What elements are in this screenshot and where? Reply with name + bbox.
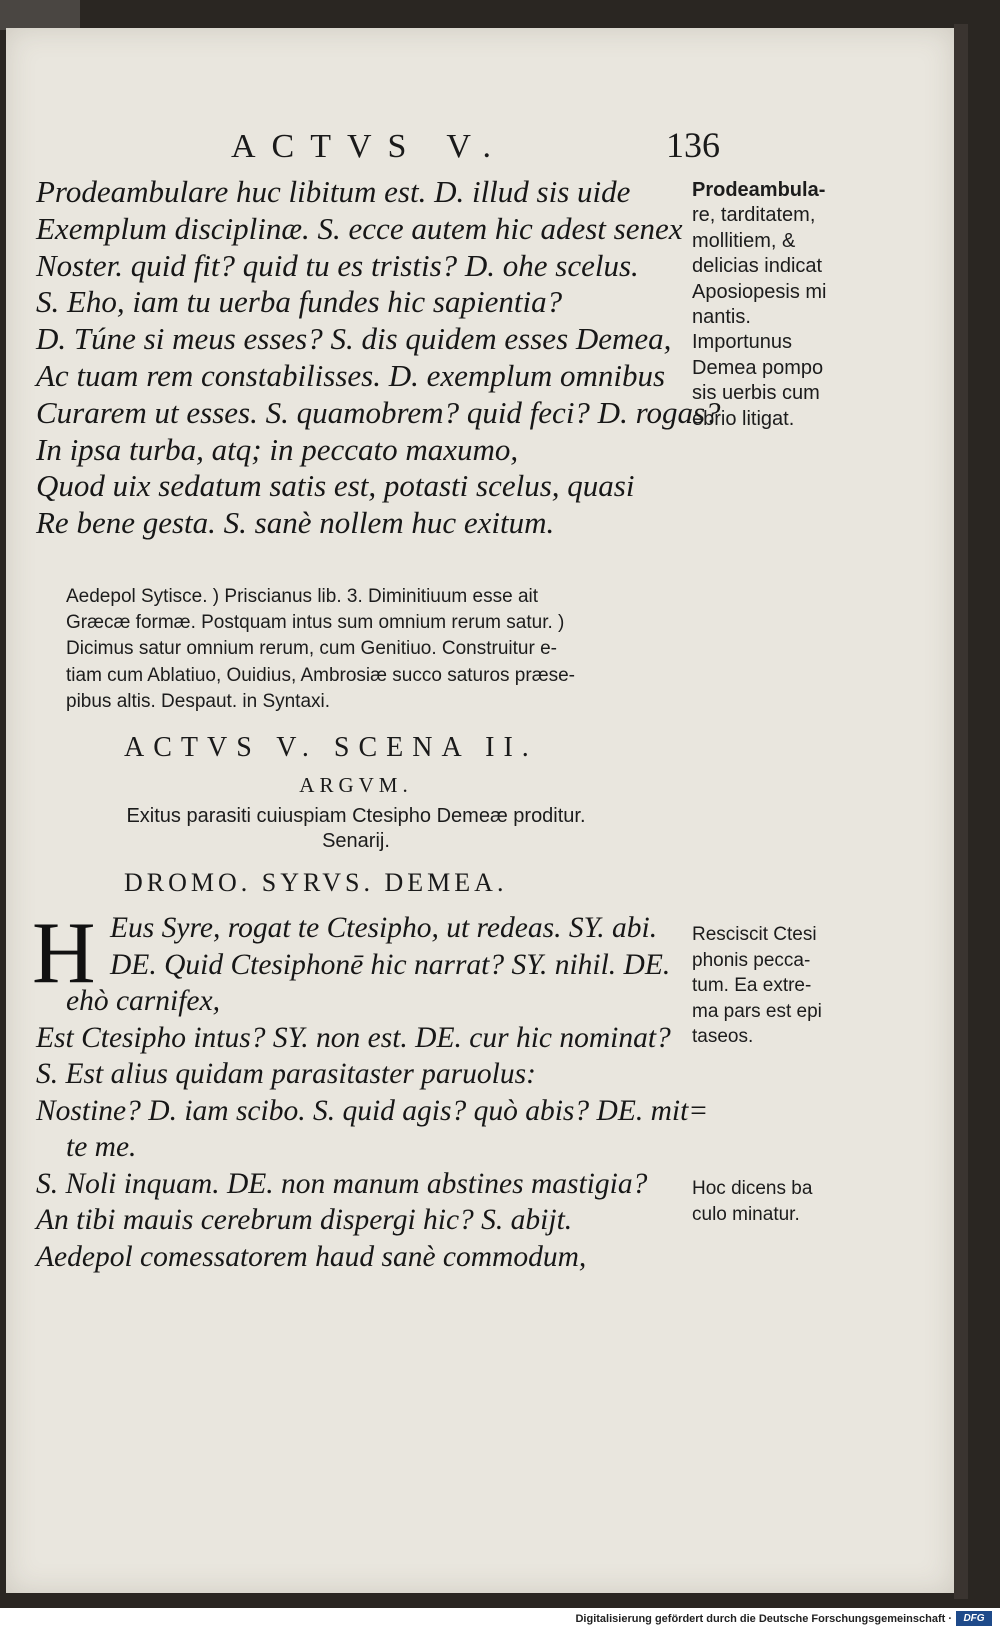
verse-line: S. Noli inquam. DE. non manum abstines mastigia? xyxy=(36,1167,648,1200)
commentary-line: tiam cum Ablatiuo, Ouidius, Ambrosiæ succo saturos præse- xyxy=(66,664,575,686)
page-edge-shadow xyxy=(954,24,968,1599)
verse-line: Ac tuam rem constabilisses. D. exemplum omnibus xyxy=(36,357,666,393)
verse-line: ehò carnifex, xyxy=(66,985,220,1017)
funding-notice: Digitalisierung gefördert durch die Deutsche Forschungsgemeinschaft · xyxy=(575,1613,952,1625)
margin-note-3 xyxy=(692,1176,812,1227)
margin-note-line: Importunus xyxy=(692,331,793,354)
margin-note-line: tum. Ea extre- xyxy=(692,975,812,996)
margin-note-line: taseos. xyxy=(692,1026,754,1047)
dfg-logo-icon: DFG xyxy=(956,1611,992,1626)
verse-line: D. Túne si meus esses? S. dis quidem esses Demea, xyxy=(36,321,672,357)
verse-line: Re bene gesta. S. sanè nollem huc exitum. xyxy=(36,505,555,541)
verse-line: te me. xyxy=(66,1131,137,1163)
scan-corner-shadow xyxy=(0,0,80,30)
argument-line: Exitus parasiti cuiuspiam Ctesipho Demeæ proditur. xyxy=(126,805,586,827)
scene-heading: ACTVS V. SCENA II. xyxy=(124,732,538,763)
verse-line: S. Eho, iam tu uerba fundes hic sapientia? xyxy=(36,284,563,320)
margin-note-line: ma pars est epi xyxy=(692,1000,822,1022)
page-header xyxy=(6,125,954,178)
commentary-line: Dicimus satur omnium rerum, cum Genitiuo. Construitur e- xyxy=(66,638,557,660)
margin-note-line: Resciscit Ctesi xyxy=(692,924,817,945)
commentary-line: Græcæ formæ. Postquam intus sum omnium rerum satur. ) xyxy=(66,612,565,634)
verse-line: Curarem ut esses. S. quamobrem? quid feci? D. rogas? xyxy=(36,394,721,430)
verse-line: S. Est alius quidam parasitaster paruolus: xyxy=(36,1058,536,1090)
verse-line: Quod uix sedatum satis est, potasti scelus, quasi xyxy=(36,468,635,504)
margin-note-line: Aposiopesis mi xyxy=(692,280,827,303)
margin-note-line: nantis. xyxy=(692,306,751,329)
margin-note-2 xyxy=(692,922,822,1050)
running-head: ACTVS V. xyxy=(231,128,508,165)
argument-text xyxy=(6,804,706,854)
margin-note-line: sis uerbis cum xyxy=(692,382,820,405)
commentary-line: Aedepol Sytisce. ) Priscianus lib. 3. Diminitiuum esse ait xyxy=(66,586,539,607)
verse-line: Prodeambulare huc libitum est. D. illud sis uide xyxy=(36,174,631,209)
margin-note-line: mollitiem, & xyxy=(692,229,796,252)
margin-note-line: Prodeambula- xyxy=(692,179,826,201)
margin-note-line: re, tarditatem, xyxy=(692,204,816,227)
page-number: 136 xyxy=(666,125,720,165)
margin-note-line: delicias indicat xyxy=(692,255,823,278)
margin-note-line: culo minatur. xyxy=(692,1203,800,1225)
verse-line: Aedepol comessatorem haud sanè commodum, xyxy=(36,1240,587,1273)
margin-note-line: phonis pecca- xyxy=(692,949,811,971)
verse-line: Noster. quid fit? quid tu es tristis? D. ohe scelus. xyxy=(36,247,639,283)
verse-block-2 xyxy=(36,910,708,1275)
argument-line: Senarij. xyxy=(322,830,390,852)
margin-note-line: Demea pompo xyxy=(692,356,824,379)
verse-line: An tibi mauis cerebrum dispergi hic? S. abijt. xyxy=(36,1204,573,1236)
drop-cap: H xyxy=(32,905,96,1002)
verse-line: In ipsa turba, atq; in peccato maxumo, xyxy=(36,431,519,467)
verse-block-1 xyxy=(36,174,721,542)
margin-note-line: ebrio litigat. xyxy=(692,407,795,430)
verse-line: Exemplum disciplinæ. S. ecce autem hic adest senex xyxy=(36,210,683,246)
commentary-line: pibus altis. Despaut. in Syntaxi. xyxy=(66,690,331,712)
margin-note-1 xyxy=(692,178,827,432)
verse-line: Est Ctesipho intus? SY. non est. DE. cur hic nominat? xyxy=(36,1021,671,1054)
margin-note-line: Hoc dicens ba xyxy=(692,1178,813,1199)
verse-line: DE. Quid Ctesiphonē hic narrat? SY. nihil. DE. xyxy=(110,948,671,981)
verse-line: Eus Syre, rogat te Ctesipho, ut redeas. SY. abi. xyxy=(110,912,658,944)
digitization-footer xyxy=(0,1608,1000,1632)
book-page xyxy=(6,28,954,1593)
commentary-block xyxy=(66,584,706,715)
verse-line: Nostine? D. iam scibo. S. quid agis? quò abis? DE. mit= xyxy=(36,1094,709,1127)
argument-label: ARGVM. xyxy=(299,773,413,797)
dramatis-personae: DROMO. SYRVS. DEMEA. xyxy=(124,868,508,897)
